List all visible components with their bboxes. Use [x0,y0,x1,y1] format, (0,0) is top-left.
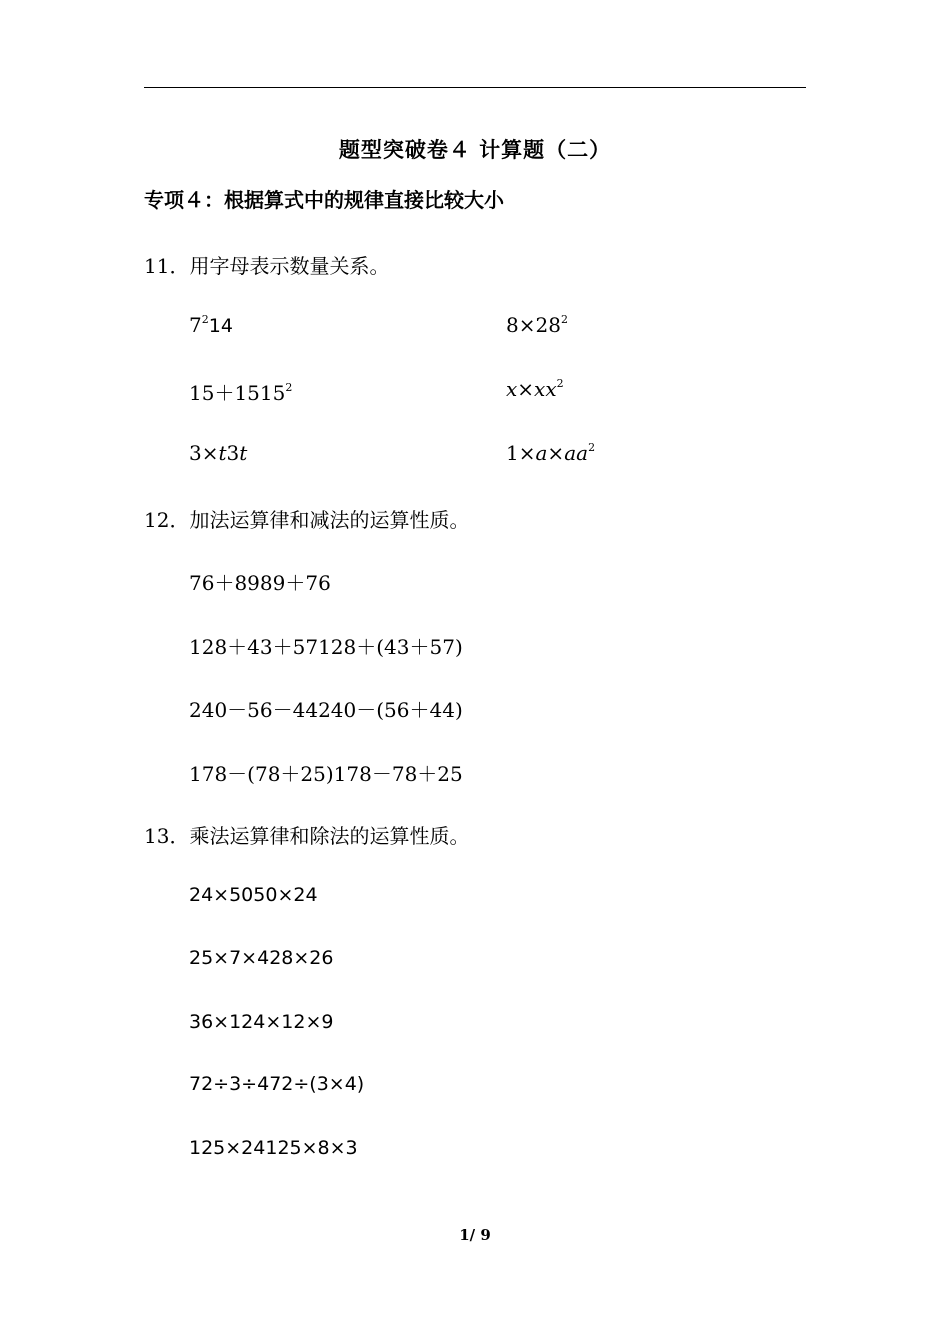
q12-line-4: 178－(78＋25)178－78＋25 [189,762,463,786]
q11-row3-left: 3×t3t [189,441,248,465]
question-13-label: 13．乘法运算律和除法的运算性质。 [144,824,470,848]
q12-line-3: 240－56－44240－(56＋44) [189,698,463,722]
q13-line-4: 72÷3÷472÷(3×4) [189,1073,365,1095]
question-12-label: 12．加法运算律和减法的运算性质。 [144,508,470,532]
header-rule [144,87,806,88]
q12-line-1: 76＋8989＋76 [189,571,331,595]
q13-line-2: 25×7×428×26 [189,947,334,969]
q12-line-2: 128＋43＋57128＋(43＋57) [189,635,463,659]
q13-line-3: 36×124×12×9 [189,1011,334,1033]
page-title: 题型突破卷４ 计算题（二） [338,137,612,162]
q11-row3-right: $1\times a\times aa^2$ [506,441,596,465]
q13-line-5: 125×24125×8×3 [189,1137,358,1159]
q11-row2-right: $x\times xx^2$ [506,377,564,401]
q13-line-1: 24×5050×24 [189,884,318,906]
section-heading: 专项４：根据算式中的规律直接比较大小 [144,188,504,212]
q11-row1-left: $7^214$ [189,313,233,337]
q11-row2-left: $15+1515^2$ [189,381,293,405]
question-11-label: 11．用字母表示数量关系。 [144,254,390,278]
page-number: 1/ 9 [459,1226,491,1244]
q11-row1-right: $8\times 28^2$ [506,313,568,337]
